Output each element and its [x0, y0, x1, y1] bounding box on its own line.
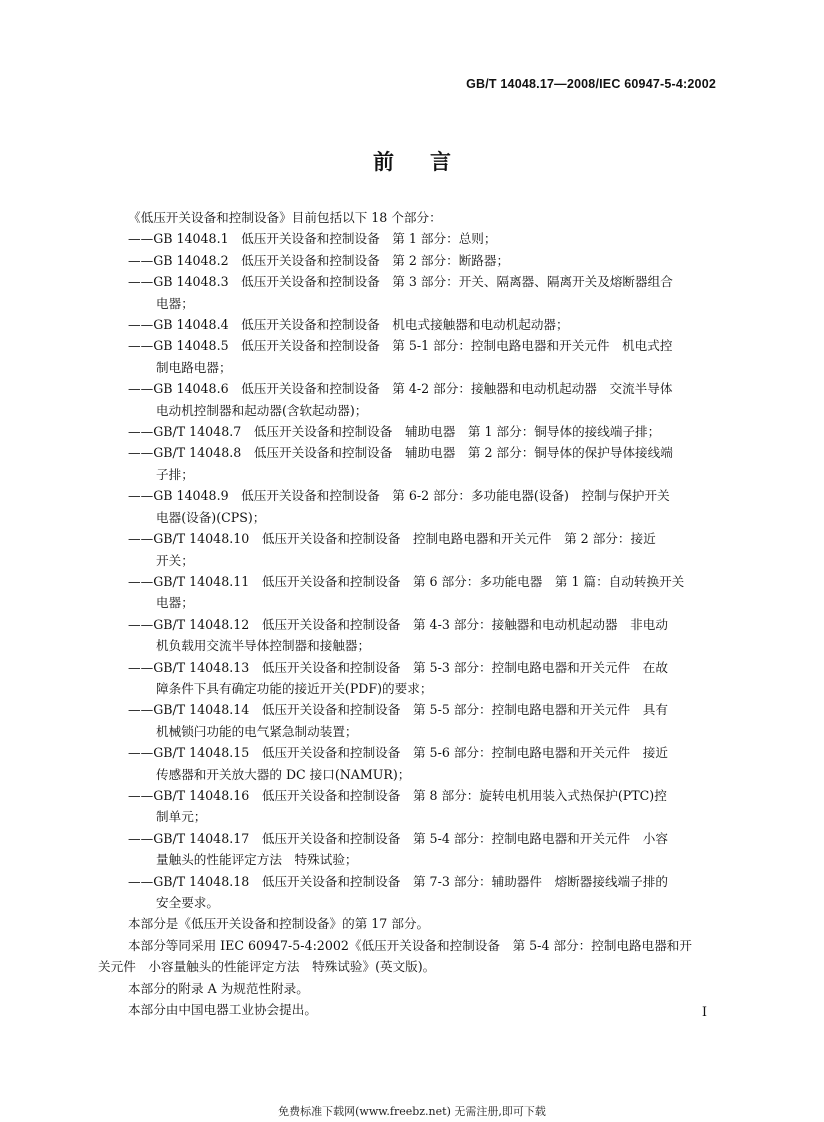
foreword-content: [98, 207, 720, 1020]
equivalence-paragraph-line1: 本部分等同采用 IEC 60947-5-4:2002《低压开关设备和控制设备 第 5-4 部分：控制电路电器和开: [128, 937, 692, 953]
part-list-item-continuation: 制单元；: [156, 809, 207, 825]
part-list-item-text: ——GB 14048.4 低压开关设备和控制设备 机电式接触器和电动机起动器；: [128, 317, 569, 333]
footer-note: 免费标准下载网(www.freebz.net) 无需注册,即可下载: [278, 1105, 546, 1118]
part-list-item-text: ——GB/T 14048.18 低压开关设备和控制设备 第 7-3 部分：辅助器件 熔断器接线端子排的: [128, 873, 668, 889]
part-list-item-continuation: 电动机控制器和起动器(含软起动器)；: [156, 402, 368, 418]
intro-paragraph: 《低压开关设备和控制设备》目前包括以下 18 个部分：: [128, 210, 442, 225]
part-list-item-text: ——GB/T 14048.12 低压开关设备和控制设备 第 4-3 部分：接触器和电动机起动器 非电动: [128, 616, 668, 632]
part-list-item-continuation: 机械锁闩功能的电气紧急制动装置；: [156, 723, 358, 739]
equivalence-paragraph-line2: 关元件 小容量触头的性能评定方法 特殊试验》(英文版)。: [98, 959, 436, 975]
part-list-item-text: ——GB/T 14048.15 低压开关设备和控制设备 第 5-6 部分：控制电路电器和开关元件 接近: [128, 745, 668, 761]
part-list-item: [98, 571, 720, 614]
standard-number-header: GB/T 14048.17—2008/IEC 60947-5-4:2002: [466, 77, 716, 91]
part-list-item: [98, 528, 720, 571]
part-list-item-text: ——GB/T 14048.17 低压开关设备和控制设备 第 5-4 部分：控制电路电器和开关元件 小容: [128, 830, 668, 846]
part-list-item-text: ——GB/T 14048.8 低压开关设备和控制设备 辅助电器 第 2 部分：铜导体的保护导体接线端: [128, 445, 673, 461]
part-list-item-continuation: 电器(设备)(CPS)；: [156, 509, 266, 525]
part-list-item-text: ——GB/T 14048.7 低压开关设备和控制设备 辅助电器 第 1 部分：铜导体的接线端子排；: [128, 424, 661, 440]
page-title: 前言: [373, 150, 487, 174]
part-list-item: [98, 742, 720, 785]
part-list-item: [98, 699, 720, 742]
part-list-item: [98, 250, 720, 271]
part-list-item: [98, 442, 720, 485]
part-list-item-text: ——GB/T 14048.14 低压开关设备和控制设备 第 5-5 部分：控制电路电器和开关元件 具有: [128, 702, 668, 718]
part-list-item: [98, 228, 720, 249]
part-list-item-text: ——GB 14048.9 低压开关设备和控制设备 第 6-2 部分：多功能电器(设备) 控制与保护开关: [128, 488, 670, 504]
part-list-item-text: ——GB/T 14048.16 低压开关设备和控制设备 第 8 部分：旋转电机用装入式热保护(PTC)控: [128, 787, 667, 803]
part-list-item-continuation: 电器；: [156, 295, 194, 311]
part-list-item: [98, 378, 720, 421]
part-list-item: [98, 828, 720, 871]
part-list-item-text: ——GB 14048.1 低压开关设备和控制设备 第 1 部分：总则；: [128, 231, 497, 247]
part-list-item-continuation: 开关；: [156, 552, 194, 568]
part-list-item-continuation: 量触头的性能评定方法 特殊试验；: [156, 852, 358, 868]
part-list-item: [98, 657, 720, 700]
part-list-item: [98, 335, 720, 378]
part-list-item-text: ——GB 14048.2 低压开关设备和控制设备 第 2 部分：断路器；: [128, 252, 510, 268]
part-list-item-text: ——GB/T 14048.10 低压开关设备和控制设备 控制电路电器和开关元件 第 2 部分：接近: [128, 531, 656, 547]
part-list-item: [98, 271, 720, 314]
part-list-item-continuation: 子排；: [156, 466, 194, 482]
proposed-paragraph: 本部分由中国电器工业协会提出。: [128, 1002, 317, 1018]
part-list-item: [98, 421, 720, 442]
part-list-item-continuation: 障条件下具有确定功能的接近开关(PDF)的要求；: [156, 680, 433, 696]
part-list-item-text: ——GB 14048.6 低压开关设备和控制设备 第 4-2 部分：接触器和电动机起动器 交流半导体: [128, 381, 673, 397]
part-list-item: [98, 871, 720, 914]
part-list-item-continuation: 安全要求。: [156, 895, 219, 910]
part-list-item: [98, 614, 720, 657]
part-list-item: [98, 485, 720, 528]
page-number: I: [702, 1004, 707, 1019]
part-list-item-text: ——GB 14048.5 低压开关设备和控制设备 第 5-1 部分：控制电路电器和开关元件 机电式控: [128, 338, 673, 354]
part-list-item-text: ——GB 14048.3 低压开关设备和控制设备 第 3 部分：开关、隔离器、隔离开关及熔断器组合: [128, 274, 673, 290]
part-list-item-text: ——GB/T 14048.11 低压开关设备和控制设备 第 6 部分：多功能电器 第 1 篇：自动转换开关: [128, 573, 685, 589]
part-list-item-continuation: 电器；: [156, 595, 194, 611]
part-list-item-continuation: 制电路电器；: [156, 359, 232, 375]
annex-paragraph: 本部分的附录 A 为规范性附录。: [128, 980, 309, 996]
parts-list: [98, 228, 720, 913]
part-list-item: [98, 785, 720, 828]
part-list-item-text: ——GB/T 14048.13 低压开关设备和控制设备 第 5-3 部分：控制电路电器和开关元件 在故: [128, 659, 668, 675]
part-list-item-continuation: 机负载用交流半导体控制器和接触器；: [156, 638, 371, 654]
part-of-paragraph: 本部分是《低压开关设备和控制设备》的第 17 部分。: [128, 916, 430, 932]
part-list-item: [98, 314, 720, 335]
part-list-item-continuation: 传感器和开关放大器的 DC 接口(NAMUR)；: [156, 766, 411, 782]
